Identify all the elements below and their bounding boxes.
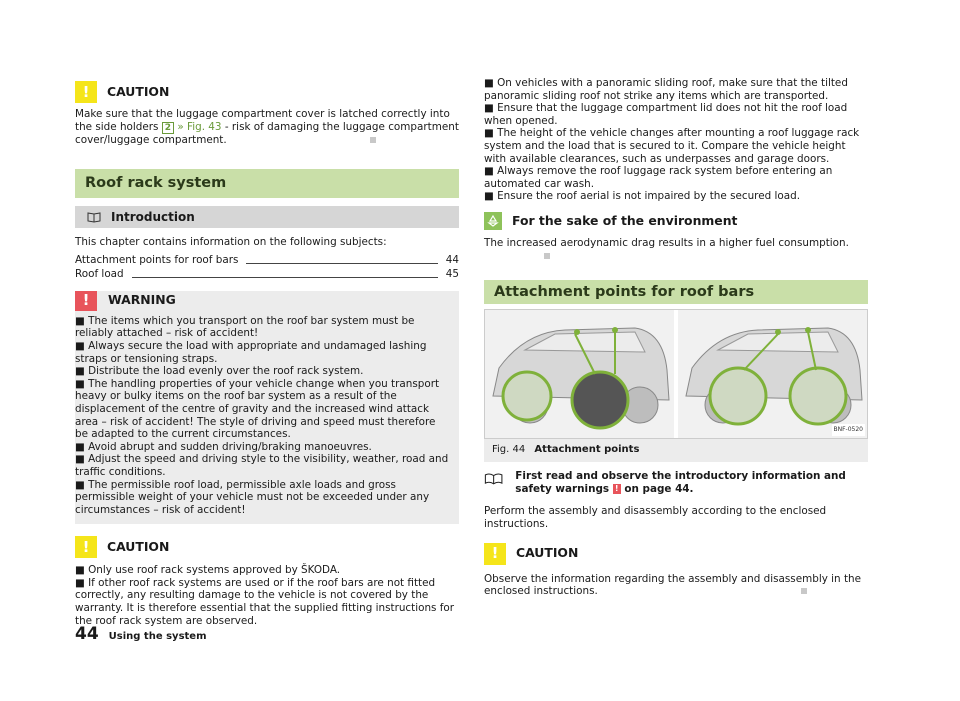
warning-item: ■ The items which you transport on the roof bar system must be reliably attached – risk of accident! (75, 314, 415, 340)
end-mark-icon (801, 588, 807, 594)
page-footer (75, 624, 207, 644)
read-first-note: First read and observe the introductory information and safety warnings ! on page 44. (484, 470, 868, 495)
caution-title: CAUTION (107, 83, 170, 99)
section-title: Attachment points for roof bars (484, 280, 868, 304)
figure-caption: Fig. 44 Attachment points (492, 444, 640, 456)
caution-icon: ! (75, 536, 97, 558)
open-book-icon (484, 470, 503, 488)
warning-icon: ! (75, 291, 97, 311)
toc-row[interactable]: Roof load 45 (75, 268, 459, 281)
caution-icon: ! (484, 543, 506, 565)
caution-header: ! CAUTION (75, 536, 459, 558)
caution-item: ■ Only use roof rack systems approved by ŠKODA. (75, 564, 341, 577)
caution-item: ■ If other roof rack systems are used or if the roof bars are not fitted correctly, any resulting damage to the vehicle is not covered by the warranty. It is therefore essential that the supplied fitting instructions for the roof rack system are observed. (75, 576, 455, 627)
warning-item: ■ Distribute the load evenly over the roof rack system. (75, 365, 364, 378)
page-link[interactable]: on page 44. (624, 482, 694, 495)
warning-item: ■ The permissible roof load, permissible axle loads and gross permissible weight of your vehicle must not be exceeded under any circumstances – risk of accident! (75, 478, 430, 516)
caution-header (75, 81, 459, 103)
warning-mini-icon: ! (613, 484, 621, 494)
reference-badge: 2 (162, 122, 174, 134)
bullet-item: ■ Ensure that the luggage compartment lid does not hit the roof load when opened. (484, 102, 848, 127)
bullet-item: ■ On vehicles with a panoramic sliding roof, make sure that the tilted panoramic sliding roof not strike any items which are transported. (484, 77, 848, 102)
figure (484, 309, 868, 462)
figure-image (484, 309, 868, 439)
caution-body (75, 564, 459, 627)
car-drawing (678, 310, 867, 436)
bullet-item: ■ Always remove the roof luggage rack system before entering an automated car wash. (484, 165, 833, 190)
bullet-item: ■ Ensure the roof aerial is not impaired by the secured load. (484, 190, 801, 203)
toc (75, 253, 459, 281)
car-illustration-left (485, 310, 674, 438)
page-number: 44 (75, 624, 99, 644)
caution-text: Observe the information regarding the assembly and disassembly in the enclosed instructions. (484, 572, 861, 598)
figure-link[interactable]: » Fig. 43 (177, 120, 222, 133)
toc-row[interactable]: Attachment points for roof bars 44 (75, 254, 459, 267)
warning-item: ■ Always secure the load with appropriate and undamaged lashing straps or tensioning straps. (75, 339, 427, 365)
figure-code: BNF-0520 (832, 424, 866, 437)
bullet-list (484, 77, 868, 203)
right-column (484, 0, 868, 598)
warning-item: ■ Avoid abrupt and sudden driving/braking manoeuvres. (75, 440, 372, 453)
left-column (75, 0, 459, 627)
warning-box (75, 291, 459, 525)
recycle-icon (484, 212, 502, 230)
warning-header: ! WARNING (75, 291, 459, 311)
environment-header: For the sake of the environment (484, 211, 868, 231)
end-mark-icon (544, 253, 550, 259)
caution-icon: ! (75, 81, 97, 103)
warning-item: ■ The handling properties of your vehicle change when you transport heavy or bulky items on the roof bar system as a result of the displacement of the centre of gravity and the increased wind attack area – risk of accident! The style of driving and speed must therefore be adapted to the current circumstances. (75, 377, 440, 441)
section-title: Roof rack system (75, 169, 459, 198)
intro-text: This chapter contains information on the following subjects: (75, 236, 387, 249)
environment-text: The increased aerodynamic drag results in a higher fuel consumption. (484, 237, 868, 262)
assembly-text: Perform the assembly and disassembly according to the enclosed instructions. (484, 505, 827, 530)
end-mark-icon (370, 137, 376, 143)
warning-item: ■ Adjust the speed and driving style to the visibility, weather, road and traffic conditions. (75, 453, 449, 478)
bullet-item: ■ The height of the vehicle changes after mounting a roof luggage rack system and the load that is secured to it. Compare the vehicle height with available clearances, such as underpasses and garage doors. (484, 127, 860, 165)
book-icon (87, 211, 101, 223)
footer-section: Using the system (108, 631, 207, 642)
car-drawing (485, 310, 674, 436)
intro-header: Introduction (75, 206, 459, 228)
warning-body (75, 315, 459, 517)
caution-header: ! CAUTION (484, 543, 868, 565)
caution-text: Make sure that the luggage compartment cover is latched correctly into the side holders 2 » Fig. 43 - risk of damaging the luggage compartment cover/luggage compartment. (75, 108, 459, 146)
car-illustration-right (678, 310, 867, 438)
